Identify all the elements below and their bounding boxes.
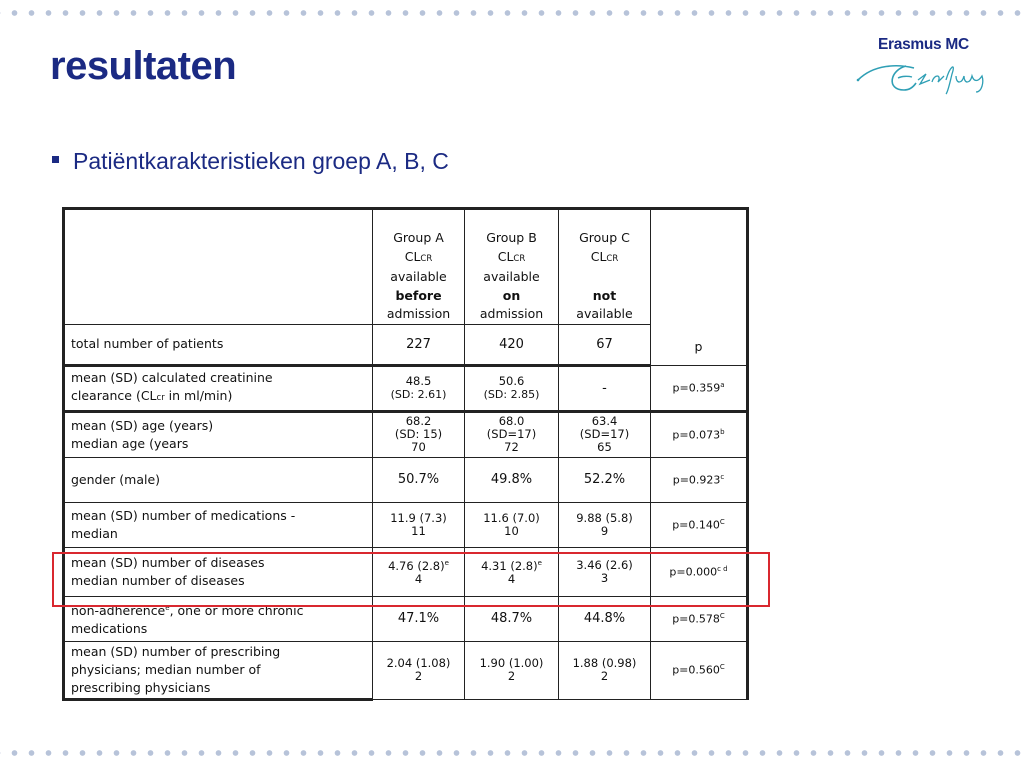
header-group-b: Group B CLCR available on admission xyxy=(465,209,559,325)
header-p: p xyxy=(651,209,748,366)
row-label: mean (SD) number of prescribing physicians; median number of prescribing physicians xyxy=(64,641,373,699)
cell-group-a: 47.1% xyxy=(373,596,465,641)
row-label: mean (SD) age (years) median age (years xyxy=(64,411,373,457)
cell-group-c: 67 xyxy=(559,324,651,365)
cell-p: $p=0.000^{c d}$ xyxy=(651,547,748,596)
cell-group-b: 50.6 (SD: 2.85) xyxy=(465,365,559,411)
row-label: mean (SD) number of medications - median xyxy=(64,502,373,547)
cell-group-a: 50.7% xyxy=(373,457,465,502)
cell-p: p=0.923$^c$ xyxy=(651,457,748,502)
cell-group-a: 2.04 (1.08) 2 xyxy=(373,641,465,699)
cell-p: p=0.073$^b$ xyxy=(651,411,748,457)
cell-p: $p=0.560^C$ xyxy=(651,641,748,699)
row-label: gender (male) xyxy=(64,457,373,502)
cell-group-b: 11.6 (7.0) 10 xyxy=(465,502,559,547)
cell-group-b: 49.8% xyxy=(465,457,559,502)
table-row-total xyxy=(64,324,748,365)
bottom-dotted-border xyxy=(0,749,1024,757)
row-label: total number of patients xyxy=(64,324,373,365)
cell-group-a: 68.2 (SD: 15) 70 xyxy=(373,411,465,457)
cell-group-c: 9.88 (5.8) 9 xyxy=(559,502,651,547)
row-label: non-adherence$^e$, one or more chronic medications xyxy=(64,596,373,641)
cell-group-a: 11.9 (7.3) 11 xyxy=(373,502,465,547)
logo-name: Erasmus MC xyxy=(878,36,969,53)
table-row xyxy=(64,365,748,411)
row-label: mean (SD) calculated creatinine clearance (CLcr in ml/min) xyxy=(64,365,373,411)
cell-group-a: 4.76 $(2.8)^e$ 4 xyxy=(373,547,465,596)
cell-group-c: 3.46 (2.6) 3 xyxy=(559,547,651,596)
header-group-a: Group A CLCR available before admission xyxy=(373,209,465,325)
table-row xyxy=(64,411,748,457)
cell-p: p=0.359$^a$ xyxy=(651,365,748,411)
header-group-c: Group C CLCR not available xyxy=(559,209,651,325)
cell-group-b: 1.90 (1.00) 2 xyxy=(465,641,559,699)
table-row-highlighted xyxy=(64,547,748,596)
cell-group-c: 44.8% xyxy=(559,596,651,641)
table-row xyxy=(64,641,748,699)
cell-group-a: 227 xyxy=(373,324,465,365)
cell-group-a: 48.5 (SD: 2.61) xyxy=(373,365,465,411)
table-row xyxy=(64,502,748,547)
table-header-row xyxy=(64,209,748,325)
cell-group-c: 52.2% xyxy=(559,457,651,502)
cell-p: $p=0.140^C$ xyxy=(651,502,748,547)
bullet-marker xyxy=(52,156,59,163)
slide-title: resultaten xyxy=(50,44,237,88)
table-row xyxy=(64,457,748,502)
bullet-item xyxy=(52,148,449,175)
logo-signature-icon xyxy=(852,52,1002,96)
cell-group-c: - xyxy=(559,365,651,411)
cell-group-b: 420 xyxy=(465,324,559,365)
row-label: mean (SD) number of diseases median number of diseases xyxy=(64,547,373,596)
cell-group-b: 68.0 (SD=17) 72 xyxy=(465,411,559,457)
cell-p: $p=0.578^C$ xyxy=(651,596,748,641)
table-row xyxy=(64,596,748,641)
cell-group-c: 63.4 (SD=17) 65 xyxy=(559,411,651,457)
cell-group-b: 48.7% xyxy=(465,596,559,641)
cell-group-c: 1.88 (0.98) 2 xyxy=(559,641,651,699)
erasmus-mc-logo xyxy=(852,34,1002,98)
cell-group-b: 4.31 $(2.8)^e$ 4 xyxy=(465,547,559,596)
top-dotted-border xyxy=(0,9,1024,17)
header-empty-cell xyxy=(64,209,373,325)
bullet-text: Patiëntkarakteristieken groep A, B, C xyxy=(73,148,449,174)
results-table xyxy=(62,207,749,701)
